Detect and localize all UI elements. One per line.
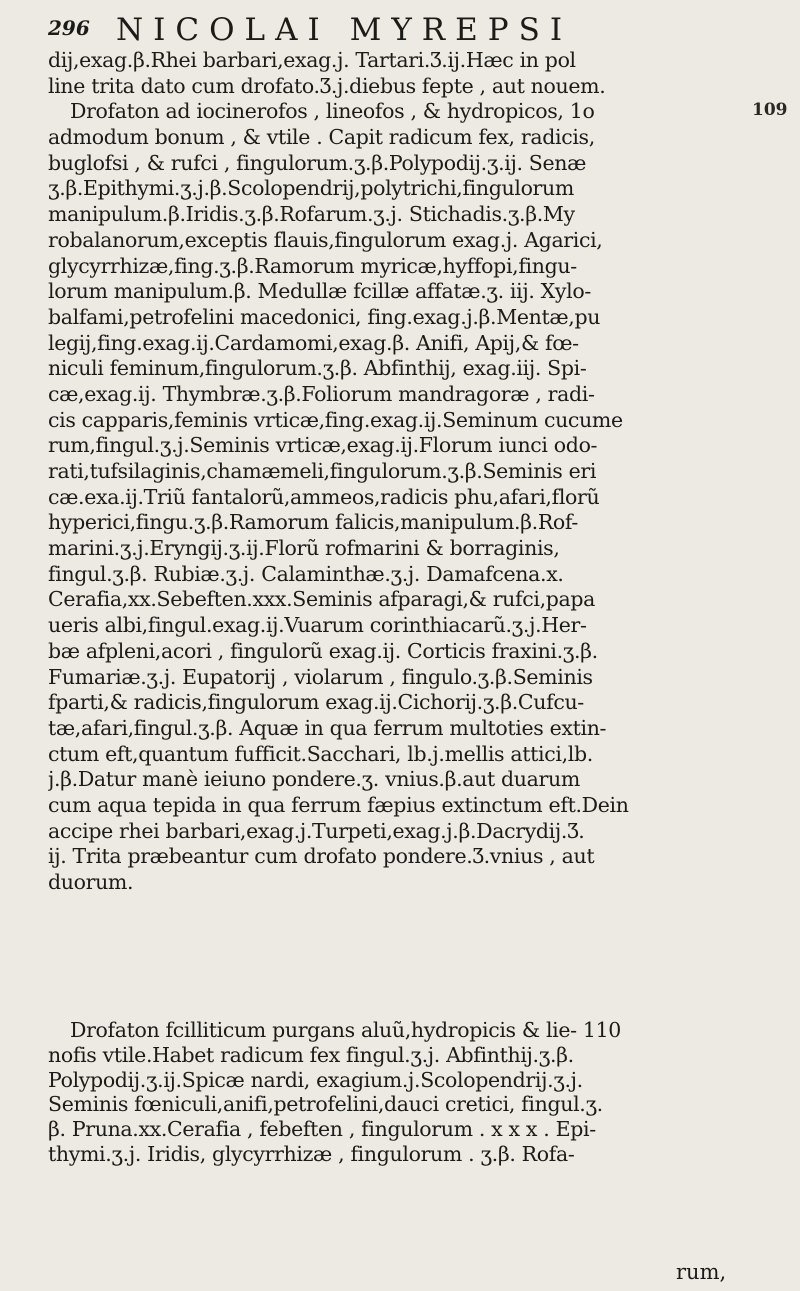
text-line: cæ,exag.ij. Thymbræ.ʒ.β.Foliorum mandragoræ , radi- (48, 381, 595, 406)
text-line: rati,tufsilaginis,chamæmeli,fingulorum.ʒ.β.Seminis eri (48, 459, 597, 483)
text-line: niculi feminum,fingulorum.ʒ.β. Abfinthij, exag.iij. Spi- (48, 356, 587, 381)
text-line: rum,fingul.ʒ.j.Seminis vrticæ,exag.ij.Florum iunci odo- (48, 433, 598, 458)
paragraph-1 (48, 48, 738, 896)
text-line: thymi.ʒ.j. Iridis, glycyrrhizæ , fingulorum . ʒ.β. Rofa- (48, 1141, 575, 1166)
text-line: marini.ʒ.j.Eryngij.ʒ.ij.Florũ rofmarini & borraginis, (48, 536, 560, 561)
text-line: balfami,petrofelini macedonici, fing.exag.j.β.Mentæ,pu (48, 304, 601, 329)
running-title: NICOLAI MYREPSI (116, 12, 573, 48)
text-line: tæ,afari,fingul.ʒ.β. Aquæ in qua ferrum multoties extin- (48, 715, 607, 740)
text-line: buglofsi , & rufci , fingulorum.ʒ.β.Polypodij.ʒ.ij. Senæ (48, 150, 587, 175)
text-line: Polypodij.ʒ.ij.Spicæ nardi, exagium.j.Scolopendrij.ʒ.j. (48, 1067, 583, 1092)
text-line: line trita dato cum drofato.Ʒ.j.diebus fepte , aut nouem. (48, 73, 606, 98)
text-line: Drofaton ad iocinerofos , lineofos , & hydropicos, 1o (70, 99, 595, 124)
text-line: cum aqua tepida in qua ferrum fæpius extinctum eft.Dein (48, 792, 629, 817)
text-line: nofis vtile.Habet radicum fex fingul.ʒ.j. Abfinthij.ʒ.β. (48, 1042, 574, 1067)
text-line: fparti,& radicis,fingulorum exag.ij.Cichorij.ʒ.β.Cufcu- (48, 690, 584, 715)
text-line: hyperici,fingu.ʒ.β.Ramorum falicis,manipulum.β.Rof- (48, 510, 578, 535)
text-line: cis capparis,feminis vrticæ,fing.exag.ij.Seminum cucume (48, 407, 623, 432)
text-line: Cerafia,xx.Sebeften.xxx.Seminis afparagi,& rufci,papa (48, 587, 596, 612)
paragraph-2 (48, 1018, 738, 1167)
catchword: rum, (676, 1260, 727, 1284)
text-line: accipe rhei barbari,exag.j.Turpeti,exag.j.β.Dacrydij.Ʒ. (48, 818, 585, 843)
text-line: ctum eft,quantum fufficit.Sacchari, lb.j.mellis attici,lb. (48, 741, 593, 766)
text-line: lorum manipulum.β. Medullæ fcillæ affatæ.ʒ. iij. Xylo- (48, 279, 591, 304)
text-line: ueris albi,fingul.exag.ij.Vuarum corinthiacarũ.ʒ.j.Her- (48, 613, 587, 638)
text-line: j.β.Datur manè ieiuno pondere.ʒ. vnius.β.aut duarum (48, 767, 580, 792)
text-line: dij,exag.β.Rhei barbari,exag.j. Tartari.Ʒ.ij.Hæc in pol (48, 48, 576, 72)
page-header (48, 12, 738, 50)
page-number: 296 (48, 16, 90, 40)
text-line: Seminis fœniculi,anifi,petrofelini,dauci cretici, fingul.ʒ. (48, 1092, 603, 1117)
text-line: ij. Trita præbeantur cum drofato pondere.Ʒ.vnius , aut (48, 844, 595, 869)
text-line: bæ afpleni,acori , fingulorũ exag.ij. Corticis fraxini.ʒ.β. (48, 638, 598, 663)
text-line: duorum. (48, 870, 134, 894)
text-line: ʒ.β.Epithymi.ʒ.j.β.Scolopendrij,polytrichi,fingulorum (48, 176, 574, 201)
text-line: robalanorum,exceptis flauis,fingulorum exag.j. Agarici, (48, 227, 603, 252)
text-line: admodum bonum , & vtile . Capit radicum fex, radicis, (48, 125, 595, 150)
text-line: glycyrrhizæ,fing.ʒ.β.Ramorum myricæ,hyffopi,fingu- (48, 253, 577, 278)
text-line: fingul.ʒ.β. Rubiæ.ʒ.j. Calaminthæ.ʒ.j. Damafcena.x. (48, 561, 564, 586)
text-line: legij,fing.exag.ij.Cardamomi,exag.β. Anifi, Apij,& fœ- (48, 330, 579, 355)
text-line: β. Pruna.xx.Cerafia , febeften , fingulorum . x x x . Epi- (48, 1117, 596, 1142)
margin-note-109: 109 (752, 100, 788, 120)
text-line: cæ.exa.ij.Triũ fantalorũ,ammeos,radicis phu,afari,florũ (48, 484, 600, 509)
text-line: Fumariæ.ʒ.j. Eupatorij , violarum , fingulo.ʒ.β.Seminis (48, 664, 593, 689)
text-line: Drofaton fcilliticum purgans aluũ,hydropicis & lie- 110 (70, 1018, 621, 1042)
text-line: manipulum.β.Iridis.ʒ.β.Rofarum.ʒ.j. Stichadis.ʒ.β.My (48, 202, 575, 227)
